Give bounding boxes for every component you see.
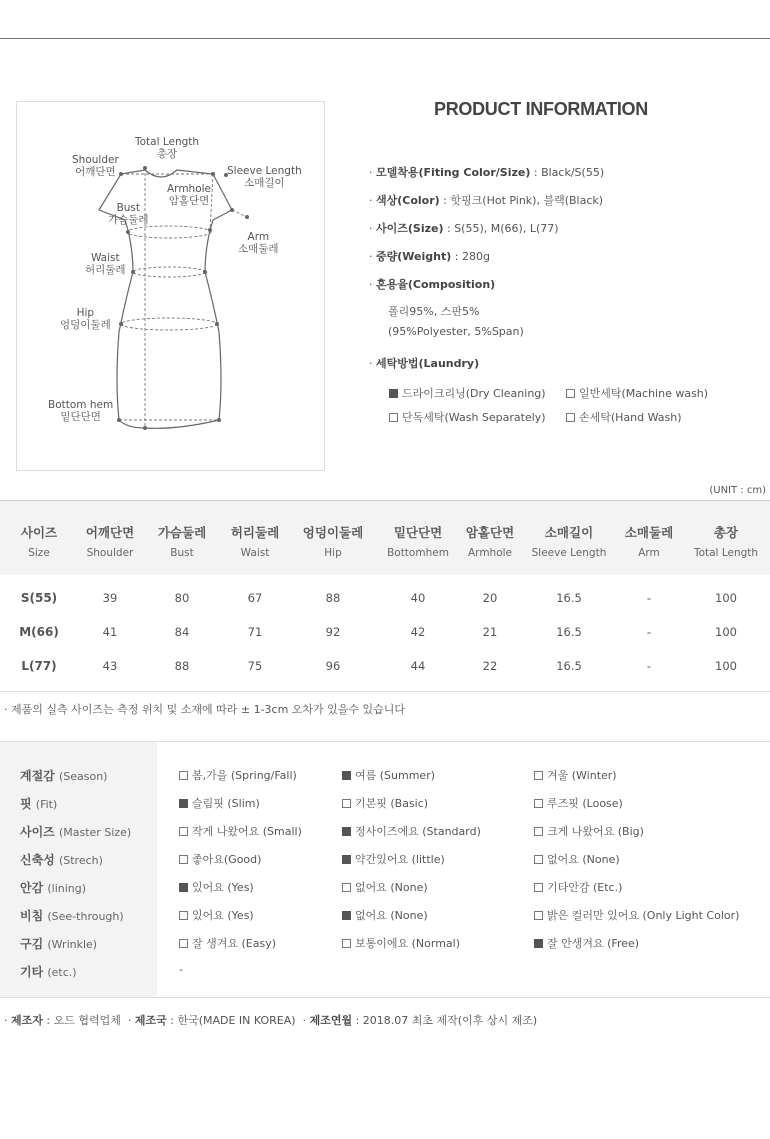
measurement-value: - <box>646 659 652 673</box>
manufacturer-info: · 제조자 : 오드 협력업체 · 제조국 : 한국(MADE IN KOREA) · 제조연월 : 2018.07 최초 제작(이후 상시 제조) <box>4 1014 538 1027</box>
table-cell <box>378 615 458 649</box>
attribute-row <box>0 907 770 935</box>
label-bust: Bust 가슴둘레 <box>108 202 149 226</box>
checkbox-unchecked-icon <box>389 413 398 422</box>
size-table-header-cell <box>616 501 682 575</box>
header-en: Waist <box>240 547 270 559</box>
header-ko: 소매둘레 <box>624 525 674 540</box>
header-en: Sleeve Length <box>531 547 607 559</box>
table-cell <box>142 581 222 615</box>
attribute-option <box>534 823 644 839</box>
checkbox-unchecked-icon <box>342 799 351 808</box>
option-text: 여름 (Summer) <box>355 769 436 782</box>
attribute-label <box>20 879 86 896</box>
measurement-value: 16.5 <box>556 591 582 605</box>
attribute-option <box>534 879 622 895</box>
attribute-option <box>179 795 260 811</box>
measurement-value: 43 <box>102 659 118 673</box>
attribute-option <box>342 767 435 783</box>
size-table-header-cell <box>458 501 522 575</box>
measurement-value: 44 <box>410 659 426 673</box>
attribute-option <box>342 879 428 895</box>
table-cell <box>616 649 682 683</box>
attribute-label-en: (Season) <box>58 770 108 783</box>
product-attributes <box>0 741 770 998</box>
option-text: 기본핏 (Basic) <box>355 797 429 810</box>
measurement-value: 22 <box>482 659 498 673</box>
attribute-row <box>0 823 770 851</box>
measurement-value: 92 <box>325 625 341 639</box>
size-table-header-cell <box>378 501 458 575</box>
size-table-header-cell <box>142 501 222 575</box>
attribute-row <box>0 935 770 963</box>
checkbox-unchecked-icon <box>179 855 188 864</box>
size-table-header-cell <box>288 501 378 575</box>
option-text: 있어요 (Yes) <box>192 909 254 922</box>
header-en: Arm <box>638 547 660 559</box>
product-info-title: PRODUCT INFORMATION <box>434 99 648 119</box>
table-cell <box>288 649 378 683</box>
header-ko: 사이즈 <box>20 525 58 540</box>
attribute-label-ko: 구김 <box>20 937 44 951</box>
table-cell <box>682 649 770 683</box>
measurement-value: - <box>646 625 652 639</box>
attribute-label <box>20 907 124 924</box>
measurement-value: 42 <box>410 625 426 639</box>
attribute-label <box>20 963 77 980</box>
size-table-body <box>0 575 770 691</box>
table-cell <box>78 649 142 683</box>
composition-ko: 폴리95%, 스판5% <box>388 305 480 318</box>
attribute-row <box>0 879 770 907</box>
measurement-value: 75 <box>247 659 263 673</box>
checkbox-unchecked-icon <box>179 911 188 920</box>
attribute-label-en: (Strech) <box>58 854 103 867</box>
measurement-value: 67 <box>247 591 263 605</box>
table-row <box>0 581 770 615</box>
table-cell <box>0 615 78 649</box>
option-text: 없어요 (None) <box>547 853 620 866</box>
option-text: 크게 나왔어요 (Big) <box>547 825 644 838</box>
attribute-label-en: (Wrinkle) <box>47 938 98 951</box>
measurement-value: 40 <box>410 591 426 605</box>
checkbox-checked-icon <box>342 855 351 864</box>
measurement-value: 100 <box>715 625 737 639</box>
checkbox-checked-icon <box>342 911 351 920</box>
header-ko: 총장 <box>713 525 739 540</box>
label-waist: Waist 허리둘레 <box>85 252 126 276</box>
composition-row: · 혼용율(Composition) <box>369 278 496 291</box>
unit-label: (UNIT : cm) <box>709 485 766 496</box>
table-cell <box>378 649 458 683</box>
table-cell <box>616 581 682 615</box>
attribute-option <box>179 907 254 923</box>
table-cell <box>522 581 616 615</box>
table-cell <box>78 615 142 649</box>
attribute-other-value: - <box>179 963 183 976</box>
checkbox-checked-icon <box>342 771 351 780</box>
table-row <box>0 615 770 649</box>
table-cell <box>522 649 616 683</box>
label-armhole: Armhole 암홀단면 <box>167 183 211 207</box>
attribute-option <box>342 795 428 811</box>
table-cell <box>288 581 378 615</box>
size-table <box>0 500 770 692</box>
table-cell <box>458 581 522 615</box>
checkbox-checked-icon <box>342 827 351 836</box>
table-cell <box>378 581 458 615</box>
table-row <box>0 649 770 683</box>
attribute-row <box>0 851 770 879</box>
option-text: 좋아요(Good) <box>192 853 262 866</box>
table-cell <box>682 581 770 615</box>
table-cell <box>78 581 142 615</box>
table-cell <box>142 649 222 683</box>
attribute-label <box>20 795 57 812</box>
measurement-diagram <box>16 101 325 471</box>
laundry-hand-wash: 손세탁(Hand Wash) <box>566 409 682 425</box>
option-text: 기타안감 (Etc.) <box>547 881 623 894</box>
label-shoulder: Shoulder 어깨단면 <box>72 154 119 178</box>
attribute-label <box>20 935 97 952</box>
checkbox-unchecked-icon <box>566 413 575 422</box>
header-ko: 허리둘레 <box>230 525 280 540</box>
attribute-label-en: (lining) <box>47 882 87 895</box>
size-label: M(66) <box>19 625 59 639</box>
size-table-header <box>0 501 770 575</box>
size-table-header-cell <box>78 501 142 575</box>
attribute-label-ko: 안감 <box>20 881 44 895</box>
measurement-value: 71 <box>247 625 263 639</box>
attribute-option <box>179 935 276 951</box>
table-cell <box>522 615 616 649</box>
option-text: 없어요 (None) <box>355 881 428 894</box>
header-en: Hip <box>324 547 342 559</box>
measurement-value: 88 <box>325 591 341 605</box>
table-cell <box>616 615 682 649</box>
measurement-value: 16.5 <box>556 659 582 673</box>
size-table-header-cell <box>0 501 78 575</box>
measurement-value: 96 <box>325 659 341 673</box>
measurement-value: 100 <box>715 659 737 673</box>
attribute-label-en: (See-through) <box>47 910 124 923</box>
measurement-value: 100 <box>715 591 737 605</box>
attribute-option <box>179 879 254 895</box>
size-table-header-cell <box>222 501 288 575</box>
attribute-option <box>342 823 481 839</box>
attribute-option <box>342 851 445 867</box>
option-text: 루즈핏 (Loose) <box>547 797 623 810</box>
attribute-option <box>342 907 428 923</box>
model-fitting-row: · 모델착용(Fiting Color/Size) : Black/S(55) <box>369 166 605 179</box>
measurement-value: 16.5 <box>556 625 582 639</box>
measurement-value: 41 <box>102 625 118 639</box>
attribute-label-en: (Fit) <box>35 798 58 811</box>
checkbox-unchecked-icon <box>179 827 188 836</box>
checkbox-unchecked-icon <box>534 855 543 864</box>
attribute-label-ko: 비침 <box>20 909 44 923</box>
attribute-option <box>342 935 460 951</box>
label-bottom-hem: Bottom hem 밑단단면 <box>48 399 114 423</box>
option-text: 슬림핏 (Slim) <box>192 797 260 810</box>
measurement-value: 21 <box>482 625 498 639</box>
measurement-value: 39 <box>102 591 118 605</box>
attribute-row <box>0 767 770 795</box>
header-ko: 암홀단면 <box>465 525 515 540</box>
option-text: 잘 안생겨요 (Free) <box>547 937 640 950</box>
checkbox-unchecked-icon <box>179 939 188 948</box>
checkbox-unchecked-icon <box>534 799 543 808</box>
checkbox-unchecked-icon <box>534 827 543 836</box>
attribute-option <box>179 823 302 839</box>
option-text: 봄,가을 (Spring/Fall) <box>192 769 297 782</box>
table-cell <box>288 615 378 649</box>
checkbox-unchecked-icon <box>534 911 543 920</box>
size-label: L(77) <box>21 659 57 673</box>
checkbox-unchecked-icon <box>342 883 351 892</box>
checkbox-checked-icon <box>534 939 543 948</box>
attribute-label-ko: 사이즈 <box>20 825 55 839</box>
header-en: Total Length <box>693 547 759 559</box>
attribute-label <box>20 823 131 840</box>
table-cell <box>142 615 222 649</box>
header-ko: 엉덩이둘레 <box>302 525 364 540</box>
laundry-wash-separately: 단독세탁(Wash Separately) <box>389 409 546 425</box>
measurement-value: - <box>646 591 652 605</box>
option-text: 정사이즈에요 (Standard) <box>355 825 481 838</box>
table-cell <box>0 649 78 683</box>
label-total-length: Total Length 총장 <box>135 136 200 160</box>
size-label: S(55) <box>20 591 58 605</box>
header-ko: 밑단단면 <box>393 525 443 540</box>
attribute-option <box>534 907 739 923</box>
label-sleeve-length: Sleeve Length 소매길이 <box>227 165 302 189</box>
header-ko: 소매길이 <box>544 525 594 540</box>
label-hip: Hip 엉덩이둘레 <box>60 307 111 331</box>
option-text: 작게 나왔어요 (Small) <box>192 825 302 838</box>
attribute-option <box>534 851 620 867</box>
option-text: 겨울 (Winter) <box>547 769 617 782</box>
header-en: Shoulder <box>86 547 134 559</box>
checkbox-unchecked-icon <box>534 771 543 780</box>
composition-en: (95%Polyester, 5%Span) <box>388 325 524 338</box>
option-text: 보통이에요 (Normal) <box>355 937 461 950</box>
attribute-row <box>0 795 770 823</box>
table-cell <box>222 615 288 649</box>
option-text: 약간있어요 (little) <box>355 853 445 866</box>
attribute-label-en: (etc.) <box>47 966 77 979</box>
checkbox-checked-icon <box>179 799 188 808</box>
table-cell <box>458 615 522 649</box>
attribute-label <box>20 851 103 868</box>
laundry-machine-wash: 일반세탁(Machine wash) <box>566 385 708 401</box>
size-table-header-cell <box>682 501 770 575</box>
option-text: 밝은 컬러만 있어요 (Only Light Color) <box>547 909 740 922</box>
attribute-label <box>20 767 107 784</box>
laundry-dry-cleaning: 드라이크리닝(Dry Cleaning) <box>389 385 546 401</box>
attribute-option <box>179 767 297 783</box>
measurement-note: · 제품의 실측 사이즈는 측정 위치 및 소재에 따라 ± 1-3cm 오차가 있을수 있습니다 <box>4 703 406 716</box>
checkbox-unchecked-icon <box>534 883 543 892</box>
table-cell <box>222 649 288 683</box>
option-text: 잘 생겨요 (Easy) <box>192 937 277 950</box>
attribute-option <box>534 935 639 951</box>
attribute-option <box>179 851 261 867</box>
checkbox-checked-icon <box>389 389 398 398</box>
size-row: · 사이즈(Size) : S(55), M(66), L(77) <box>369 222 559 235</box>
checkbox-checked-icon <box>179 883 188 892</box>
option-text: 있어요 (Yes) <box>192 881 254 894</box>
measurement-value: 88 <box>174 659 190 673</box>
color-row: · 색상(Color) : 핫핑크(Hot Pink), 블랙(Black) <box>369 194 604 207</box>
table-cell <box>222 581 288 615</box>
checkbox-unchecked-icon <box>342 939 351 948</box>
attribute-row <box>0 963 770 991</box>
laundry-row: · 세탁방법(Laundry) <box>369 357 480 370</box>
table-cell <box>682 615 770 649</box>
table-cell <box>0 581 78 615</box>
weight-row: · 중량(Weight) : 280g <box>369 250 490 263</box>
attribute-label-ko: 신축성 <box>20 853 55 867</box>
measurement-value: 20 <box>482 591 498 605</box>
header-en: Bust <box>170 547 194 559</box>
table-cell <box>458 649 522 683</box>
attribute-option <box>534 795 623 811</box>
header-ko: 가슴둘레 <box>157 525 207 540</box>
attribute-label-ko: 기타 <box>20 965 44 979</box>
attribute-label-ko: 핏 <box>20 797 32 811</box>
checkbox-unchecked-icon <box>179 771 188 780</box>
header-en: Bottomhem <box>387 547 449 559</box>
attribute-label-en: (Master Size) <box>58 826 132 839</box>
top-divider <box>0 38 770 39</box>
measurement-value: 84 <box>174 625 190 639</box>
checkbox-unchecked-icon <box>566 389 575 398</box>
label-arm: Arm 소매둘레 <box>238 231 279 255</box>
attribute-option <box>534 767 617 783</box>
header-en: Armhole <box>468 547 512 559</box>
header-ko: 어깨단면 <box>85 525 135 540</box>
header-en: Size <box>28 547 50 559</box>
option-text: 없어요 (None) <box>355 909 428 922</box>
attribute-label-ko: 계절감 <box>20 769 55 783</box>
measurement-value: 80 <box>174 591 190 605</box>
size-table-header-cell <box>522 501 616 575</box>
